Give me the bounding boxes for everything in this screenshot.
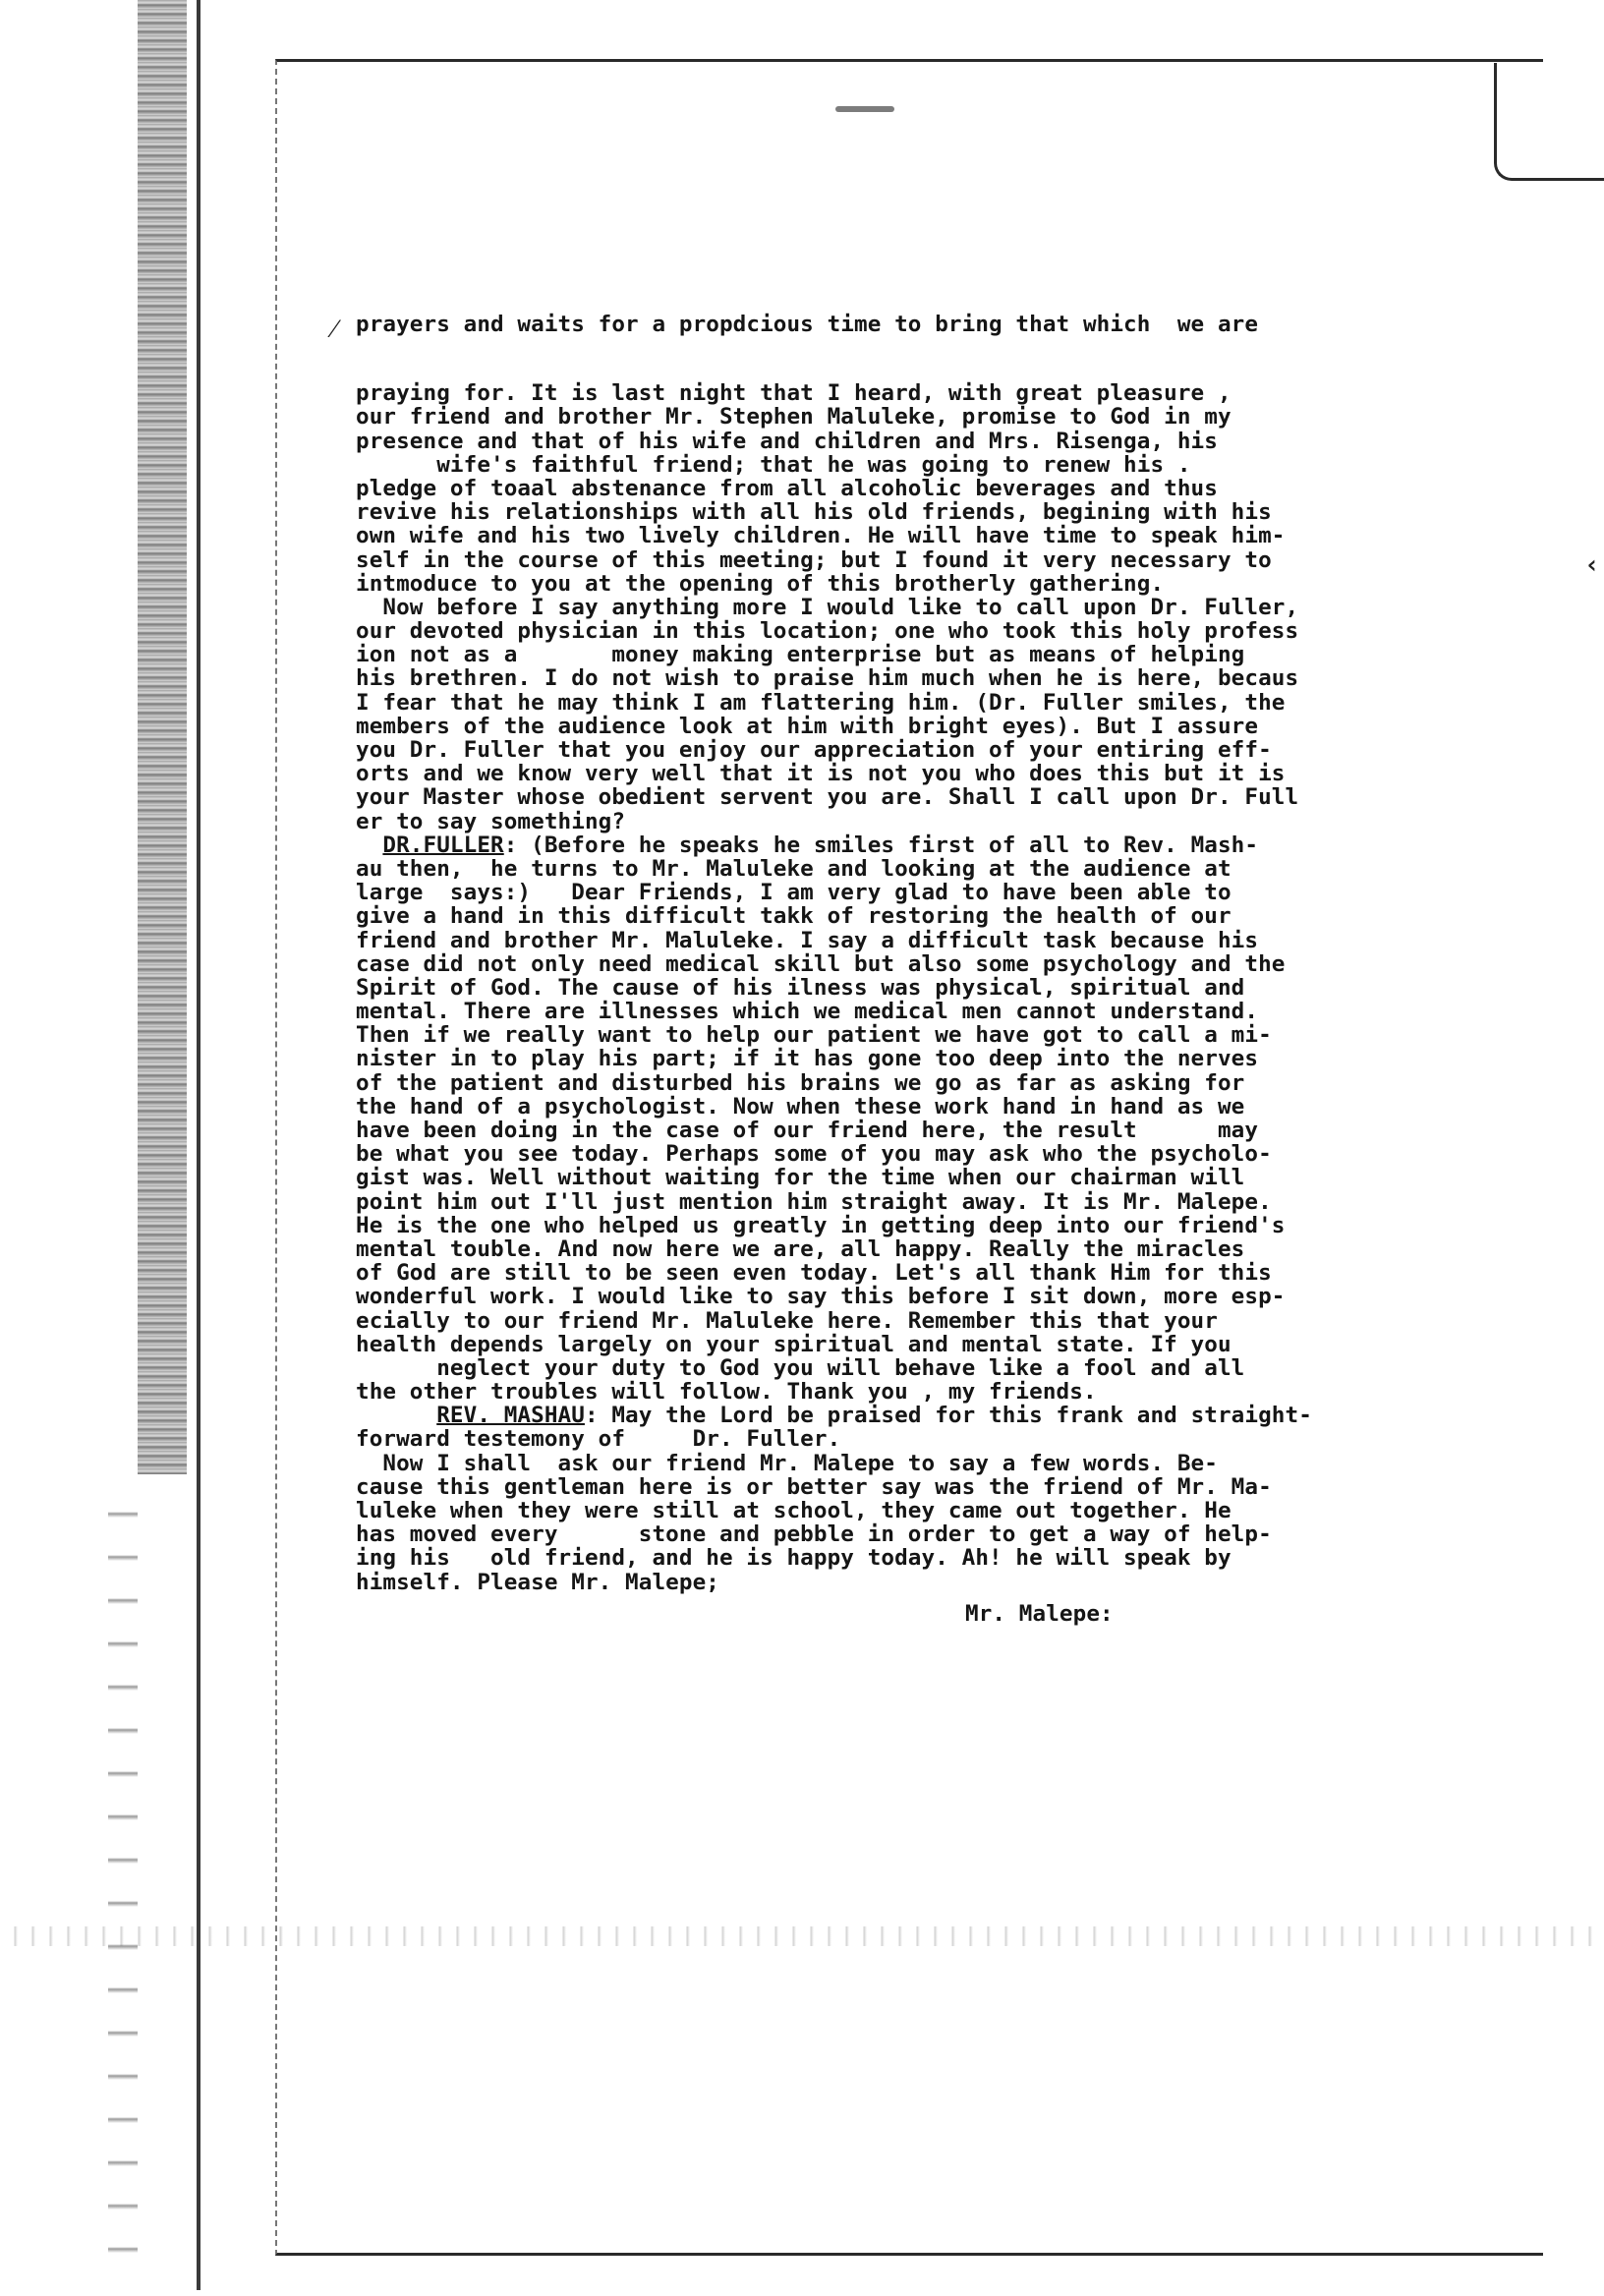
paper-corner-tab	[1494, 63, 1604, 181]
text-line: has moved every stone and pebble in order to get a way of help-	[356, 1521, 1272, 1548]
text-line: be what you see today. Perhaps some of you may ask who the psycholo-	[356, 1141, 1272, 1168]
typed-page-text	[356, 313, 1584, 1626]
text-line: give a hand in this difficult takk of restoring the health of our	[356, 903, 1232, 930]
mashau-first-line-text: : May the Lord be praised for this frank and straight-	[584, 1403, 1312, 1429]
text-line: au then, he turns to Mr. Maluleke and looking at the audience at	[356, 855, 1232, 882]
text-line: He is the one who helped us greatly in getting deep into our friend's	[356, 1212, 1286, 1238]
speaker-dr-fuller: DR.FULLER	[382, 832, 504, 858]
text-line: our friend and brother Mr. Stephen Maluleke, promise to God in my	[356, 404, 1232, 430]
text-line: nister in to play his part; if it has gone too deep into the nerves	[356, 1046, 1259, 1072]
text-line: luleke when they were still at school, they came out together. He	[356, 1498, 1232, 1523]
text-line: members of the audience look at him with bright eyes). But I assure	[356, 713, 1259, 739]
bottom-smudge-band	[0, 1926, 1604, 1946]
text-line: wonderful work. I would like to say this before I sit down, more esp-	[356, 1284, 1286, 1310]
text-line: neglect your duty to God you will behave like a fool and all	[356, 1354, 1245, 1381]
text-line: wife's faithful friend; that he was going to renew his .	[356, 451, 1191, 478]
fuller-speech	[356, 857, 1584, 1404]
right-edge-mark: ‹	[1584, 550, 1600, 580]
text-line: you Dr. Fuller that you enjoy our appreciation of your entiring eff-	[356, 737, 1272, 763]
text-line: large says:) Dear Friends, I am very glad to have been able to	[356, 880, 1232, 906]
speaker-rev-mashau: REV. MASHAU	[436, 1403, 585, 1429]
text-line: I fear that he may think I am flattering him. (Dr. Fuller smiles, the	[356, 689, 1286, 716]
text-line: of the patient and disturbed his brains we go as far as asking for	[356, 1069, 1245, 1096]
text-line: ing his old friend, and he is happy today. Ah! he will speak by	[356, 1545, 1232, 1572]
text-line: have been doing in the case of our friend here, the result may	[356, 1118, 1259, 1143]
text-line: his brethren. I do not wish to praise him much when he is here, becaus	[356, 665, 1299, 692]
text-line: praying for. It is last night that I heard, with great pleasure ,	[356, 380, 1232, 407]
text-line: presence and that of his wife and children and Mrs. Risenga, his	[356, 428, 1218, 454]
text-line: orts and we know very well that it is not you who does this but it is	[356, 761, 1286, 787]
text-line: forward testemony of Dr. Fuller.	[356, 1426, 841, 1453]
fuller-speech-heading-line	[356, 833, 1584, 857]
left-margin-mark: ⁄	[332, 315, 337, 344]
text-line: Now before I say anything more I would like to call upon Dr. Fuller,	[356, 594, 1299, 620]
text-line: your Master whose obedient servent you are. Shall I call upon Dr. Full	[356, 784, 1299, 811]
text-line: health depends largely on your spiritual and mental state. If you	[356, 1331, 1232, 1357]
mashau-speech	[356, 1427, 1584, 1522]
scan-left-edge	[138, 0, 187, 1474]
text-line: mental touble. And now here we are, all happy. Really the miracles	[356, 1235, 1245, 1262]
closing-speaker: Mr. Malepe:	[965, 1600, 1114, 1627]
text-line: Spirit of God. The cause of his ilness was physical, spiritual and	[356, 974, 1245, 1001]
scan-left-binding-line	[197, 0, 200, 2290]
fuller-first-line-text: : (Before he speaks he smiles first of all to Rev. Mash-	[503, 832, 1259, 858]
final-paragraph	[356, 1522, 1584, 1594]
text-line: pledge of toaal abstenance from all alcoholic beverages and thus	[356, 475, 1218, 501]
text-line: ecially to our friend Mr. Maluleke here. Remember this that your	[356, 1307, 1218, 1334]
text-line: self in the course of this meeting; but I found it very necessary to	[356, 546, 1272, 573]
text-line: himself. Please Mr. Malepe;	[356, 1569, 719, 1595]
text-line: the hand of a psychologist. Now when these work hand in hand as we	[356, 1093, 1245, 1119]
text-line: gist was. Well without waiting for the time when our chairman will	[356, 1165, 1245, 1191]
text-line: revive his relationships with all his old friends, begining with his	[356, 499, 1272, 526]
text-line: Then if we really want to help our patient we have got to call a mi-	[356, 1022, 1272, 1049]
top-smudge	[835, 106, 894, 112]
text-line: intmoduce to you at the opening of this brotherly gathering.	[356, 570, 1165, 597]
body-paragraph	[356, 381, 1584, 833]
text-line: cause this gentleman here is or better say was the friend of Mr. Ma-	[356, 1473, 1272, 1500]
opening-line: prayers and waits for a propdcious time to bring that which we are	[356, 312, 1259, 337]
scan-left-dots	[108, 1474, 138, 2280]
text-line: case did not only need medical skill but also some psychology and the	[356, 950, 1286, 977]
mashau-speech-heading-line	[356, 1404, 1584, 1427]
text-line: er to say something?	[356, 808, 626, 834]
text-line: Now I shall ask our friend Mr. Malepe to say a few words. Be-	[356, 1450, 1218, 1476]
text-line: mental. There are illnesses which we medical men cannot understand.	[356, 999, 1259, 1025]
text-line: friend and brother Mr. Maluleke. I say a difficult task because his	[356, 927, 1259, 953]
text-line: our devoted physician in this location; one who took this holy profess	[356, 618, 1299, 645]
text-line: ion not as a money making enterprise but as means of helping	[356, 642, 1245, 668]
text-line: own wife and his two lively children. He will have time to speak him-	[356, 523, 1286, 549]
text-line: the other troubles will follow. Thank you , my friends.	[356, 1379, 1097, 1406]
text-line: point him out I'll just mention him straight away. It is Mr. Malepe.	[356, 1188, 1272, 1215]
text-line: of God are still to be seen even today. Let's all thank Him for this	[356, 1260, 1272, 1287]
